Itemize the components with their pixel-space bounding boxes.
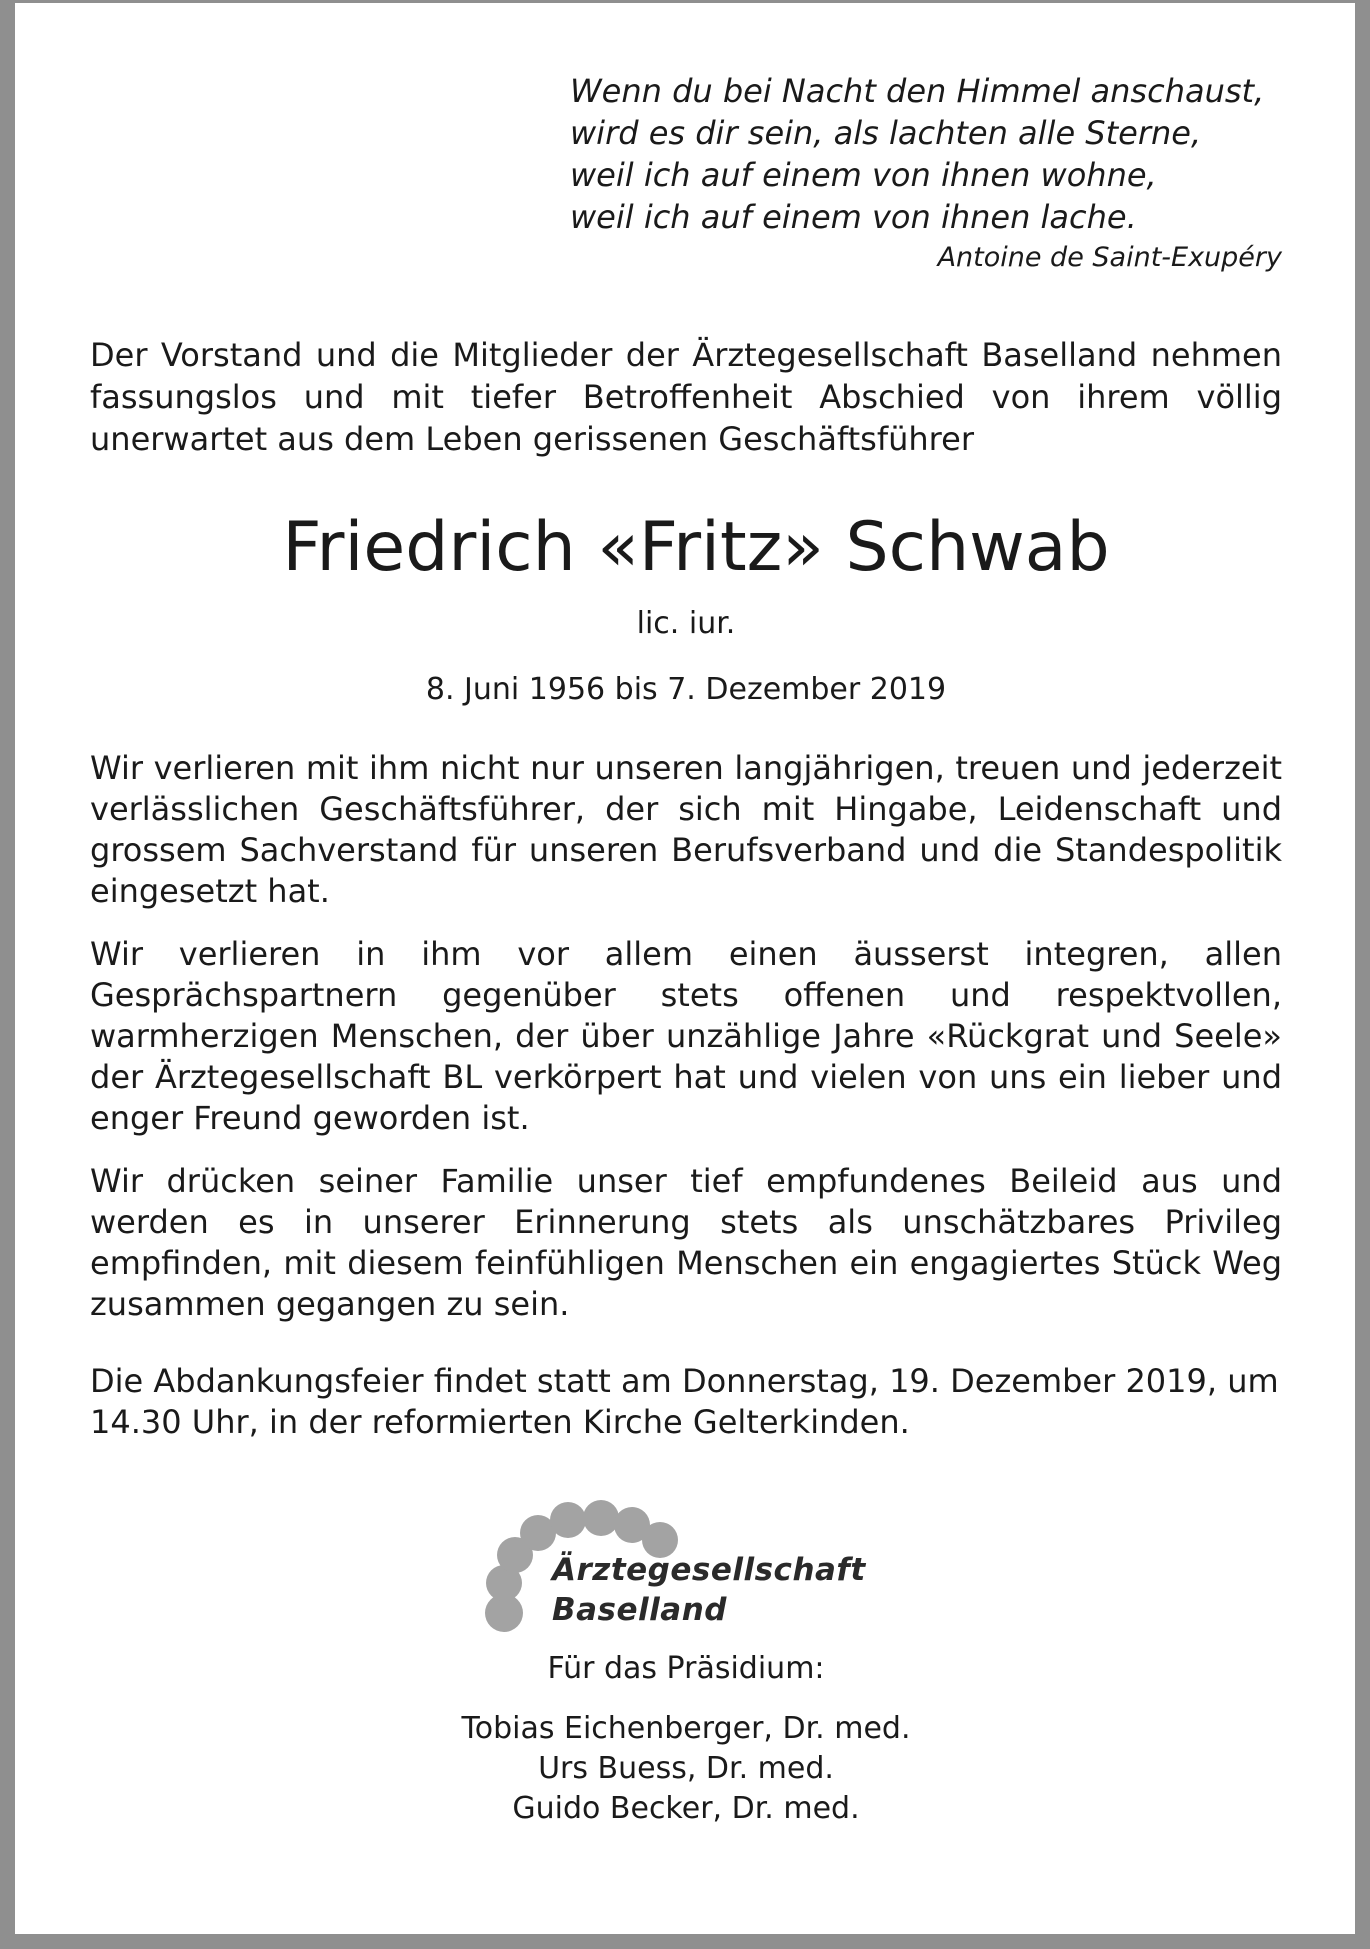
deceased-name: Friedrich «Fritz» Schwab bbox=[282, 508, 1110, 587]
deceased-title: lic. iur. bbox=[636, 606, 736, 641]
tribute-paragraph: Wir verlieren in ihm vor allem einen äusserst integren, allen Gesprächspartnern gegenüber stets offenen und respektvollen, warmherzigen Menschen, der über unzählige Jahre «Rückgrat und Seele» der Ärztegesellschaft BL verkörpert hat und vielen von uns ein lieber und enger Freund geworden ist. bbox=[90, 935, 1282, 1137]
obituary-notice bbox=[90, 70, 1282, 1829]
logo-dot bbox=[550, 1502, 586, 1538]
signatory-list bbox=[90, 1709, 1282, 1829]
logo-wordmark bbox=[552, 1550, 866, 1630]
intro-paragraph: Der Vorstand und die Mitglieder der Ärztegesellschaft Baselland nehmen fassungslos und mit tiefer Betroffenheit Abschied von ihrem völlig unerwartet aus dem Leben gerissenen Geschäftsführer bbox=[90, 336, 1282, 458]
funeral-service-notice: Die Abdankungsfeier findet statt am Donnerstag, 19. Dezember 2019, um 14.30 Uhr, in der reformierten Kirche Gelterkinden. bbox=[90, 1362, 1279, 1441]
logo-line-1: Ärztegesellschaft bbox=[552, 1552, 866, 1588]
poem-line: weil ich auf einem von ihnen wohne, bbox=[570, 156, 1157, 194]
poem-author: Antoine de Saint-Exupéry bbox=[937, 242, 1282, 273]
signature-label: Für das Präsidium: bbox=[547, 1651, 825, 1686]
signatory-name: Urs Buess, Dr. med. bbox=[538, 1751, 834, 1786]
signatory-name: Guido Becker, Dr. med. bbox=[512, 1791, 860, 1826]
poem-quote bbox=[570, 70, 1282, 276]
life-dates: 8. Juni 1956 bis 7. Dezember 2019 bbox=[425, 672, 947, 707]
signature-block bbox=[90, 1649, 1282, 1829]
poem-line: Wenn du bei Nacht den Himmel anschaust, bbox=[570, 72, 1265, 110]
tribute-paragraph: Wir drücken seiner Familie unser tief empfundenes Beileid aus und werden es in unserer Erinnerung stets als unschätzbares Privileg empfinden, mit diesem feinfühligen Menschen ein engagiertes Stück Weg zusammen gegangen zu sein. bbox=[90, 1162, 1282, 1323]
tribute-paragraph: Wir verlieren mit ihm nicht nur unseren langjährigen, treuen und jederzeit verlässlichen Geschäftsführer, der sich mit Hingabe, Leidenschaft und grossem Sachverstand für unseren Berufsverband und die Standespolitik eingesetzt hat. bbox=[90, 749, 1282, 910]
poem-line: weil ich auf einem von ihnen lache. bbox=[570, 198, 1137, 236]
association-logo bbox=[90, 1485, 1282, 1635]
logo-dot bbox=[583, 1500, 619, 1536]
signatory-name: Tobias Eichenberger, Dr. med. bbox=[461, 1711, 911, 1746]
poem-line: wird es dir sein, als lachten alle Sterne, bbox=[570, 114, 1202, 152]
logo-line-2: Baselland bbox=[552, 1592, 727, 1628]
